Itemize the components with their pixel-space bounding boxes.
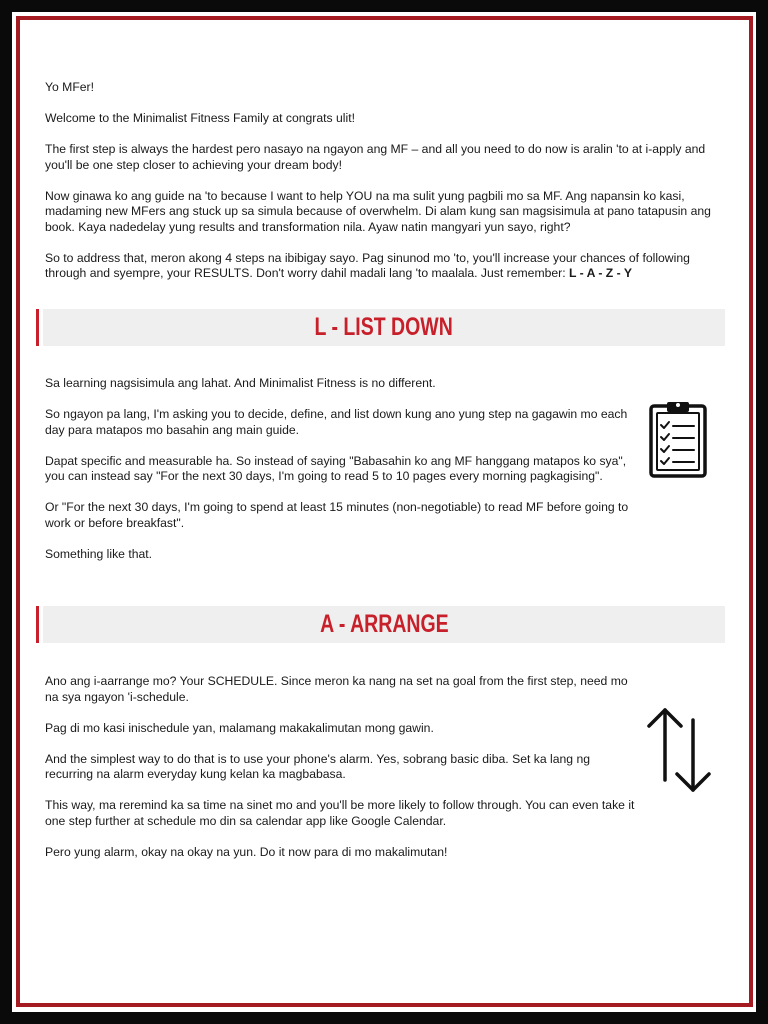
paragraph: Sa learning nagsisimula ang lahat. And Minimalist Fitness is no different. [45,376,436,390]
intro-paragraph-1: The first step is always the hardest pero nasayo na ngayon ang MF – and all you need to do now is aralin 'to at i-apply and you'll be one step closer to achieving your dream body! [45,142,706,172]
section-accent-bar [36,309,39,346]
section-title: A - ARRANGE [319,610,449,638]
intro-text [45,80,725,297]
paragraph: Pag di mo kasi inischedule yan, malamang makakalimutan mong gawin. [45,720,434,735]
section-title: L - LIST DOWN [314,313,454,341]
up-down-arrows-icon [644,705,714,795]
paragraph: Dapat specific and measurable ha. So instead of saying "Babasahin ko ang MF hanggang matapos ko sya", you can instead say "For the next 30 days, I'm going to read 5 to 10 pages every morning pagkagising". [45,453,627,483]
paragraph: So ngayon pa lang, I'm asking you to decide, define, and list down kung ano yung step na gagawin mo each day para matapos mo basahin ang main guide. [45,407,628,437]
intro-paragraph-3 [45,251,725,282]
section-header-list-down [36,309,725,346]
paragraph: Ano ang i-aarrange mo? Your SCHEDULE. Since meron ka nang na set na goal from the first step, need mo na sya ngayon 'i-schedule. [45,674,628,704]
paragraph: Or "For the next 30 days, I'm going to spend at least 15 minutes (non-negotiable) to read MF before going to work or before breakfast". [45,500,629,530]
paragraph: Pero yung alarm, okay na okay na yun. Do it now para di mo makalimutan! [45,844,448,859]
section-list-down-body [45,376,635,578]
paragraph: This way, ma reremind ka sa time na sinet mo and you'll be more likely to follow through. You can even take it one step further at schedule mo din sa calendar app like Google Calendar. [45,798,635,828]
clipboard-checklist-icon [646,400,710,480]
welcome-line: Welcome to the Minimalist Fitness Family at congrats ulit! [45,111,355,125]
lazy-acronym: L - A - Z - Y [568,266,632,280]
section-band [43,309,725,346]
paragraph: And the simplest way to do that is to use your phone's alarm. Yes, sobrang basic diba. Set ka lang ng recurring na alarm everyday kung kelan ka magbabasa. [45,751,590,781]
section-accent-bar [36,606,39,643]
section-band [43,606,725,643]
greeting: Yo MFer! [45,80,94,94]
intro-paragraph-3-text: So to address that, meron akong 4 steps na ibibigay sayo. Pag sinunod mo 'to, you'll increase your chances of following through and syempre, your RESULTS. Don't worry dahil madali lang 'to maalala. Just remember: [45,250,690,280]
section-arrange-body [45,674,635,876]
section-header-arrange [36,606,725,643]
intro-paragraph-2: Now ginawa ko ang guide na 'to because I want to help YOU na ma sulit yung pagbili mo sa MF. Ang napansin ko kasi, madaming new MFers ang stuck up sa simula because of overwhelm. Di alam kung san magsisimula at pano tatapusin ang book. Kaya nadedelay yung results and transformation nila. Ayaw natin mangyari yun sayo, right? [45,188,711,234]
paragraph: Something like that. [45,546,153,561]
